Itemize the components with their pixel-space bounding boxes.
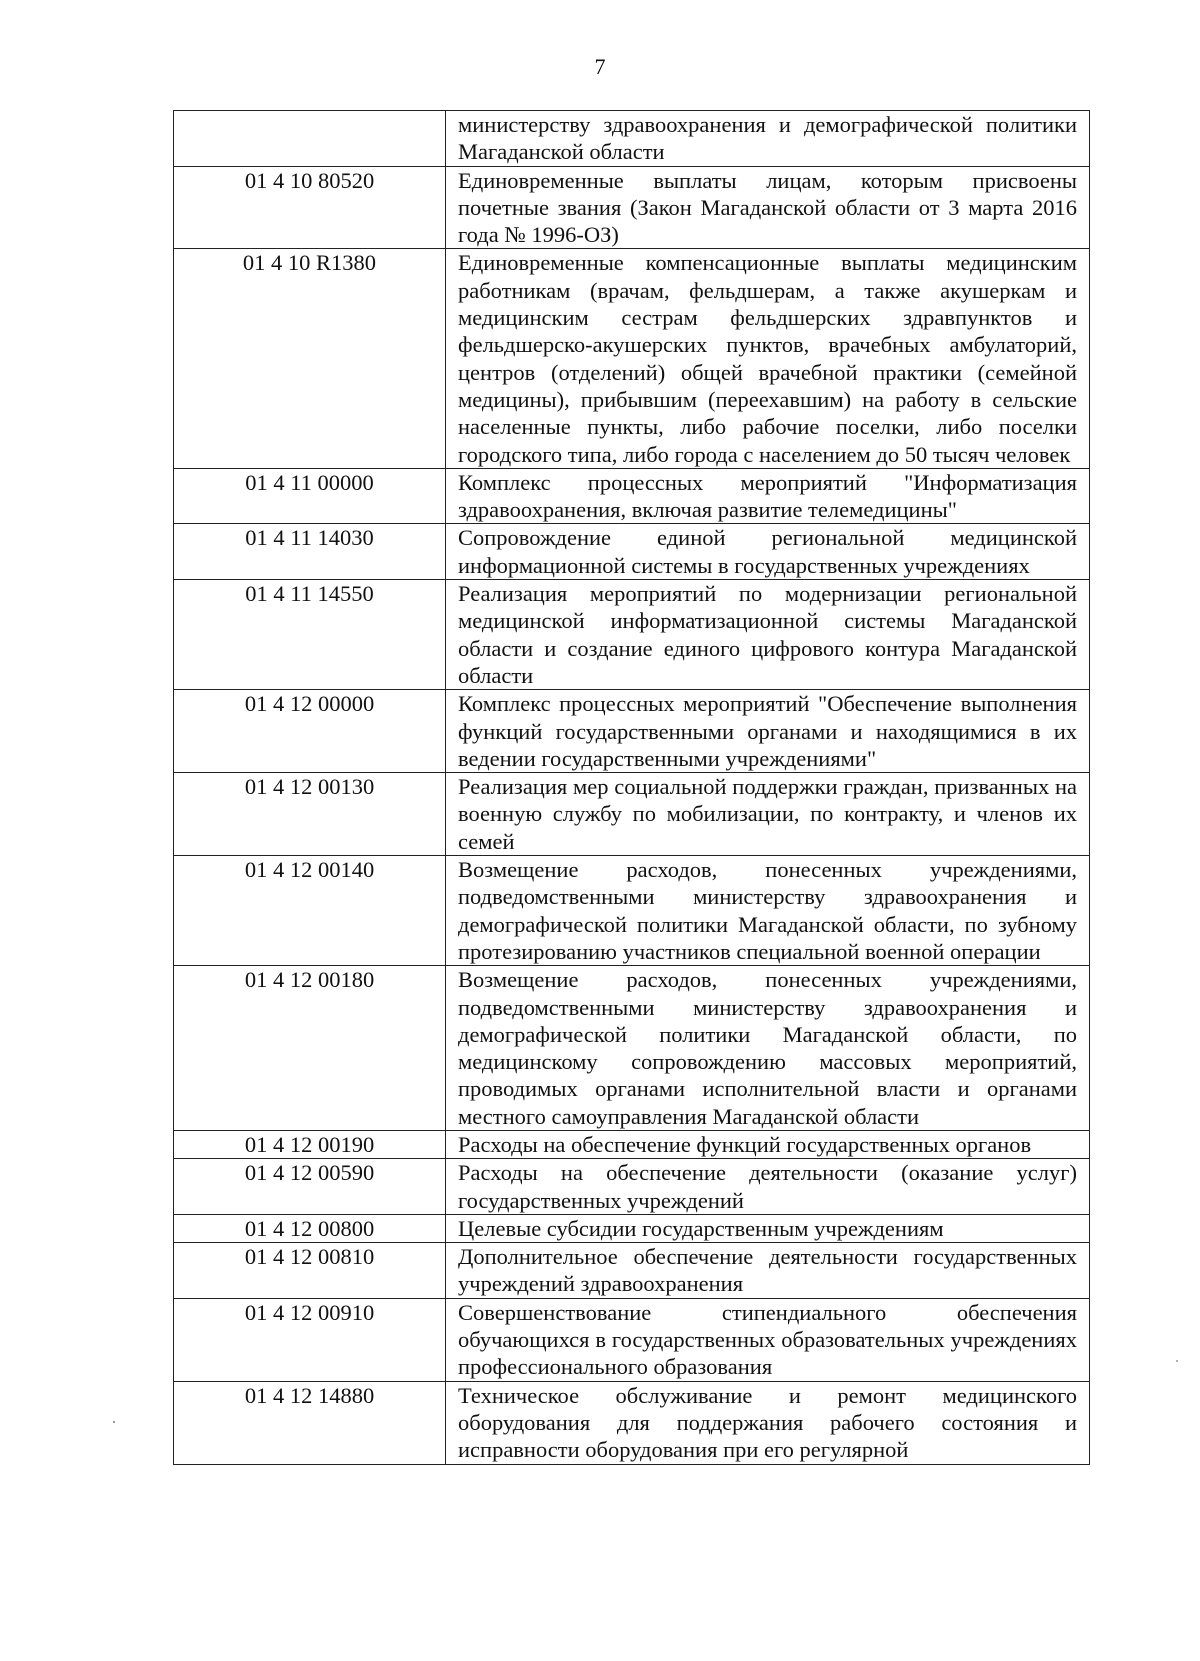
table-row: [174, 1214, 1090, 1242]
expense-description: Расходы на обеспечение функций государственных органов: [446, 1130, 1090, 1158]
table-row: [174, 1130, 1090, 1158]
classification-code: 01 4 12 14880: [174, 1381, 446, 1464]
expense-description: Совершенствование стипендиального обеспечения обучающихся в государственных образовательных учреждениях профессионального образования: [446, 1298, 1090, 1381]
classification-code: 01 4 11 14550: [174, 580, 446, 690]
page-number: 7: [594, 54, 606, 79]
expense-description: Реализация мероприятий по модернизации региональной медицинской информатизационной системы Магаданской области и создание единого цифрового контура Магаданской области: [446, 580, 1090, 690]
table-row: [174, 1381, 1090, 1464]
scan-speck: [1176, 1360, 1178, 1362]
classification-code: 01 4 11 00000: [174, 468, 446, 524]
classification-code: 01 4 10 R1380: [174, 249, 446, 468]
scan-speck: [113, 1421, 115, 1423]
expense-description: Комплекс процессных мероприятий "Информатизация здравоохранения, включая развитие телемедицины": [446, 468, 1090, 524]
expense-description: Возмещение расходов, понесенных учреждениями, подведомственными министерству здравоохранения и демографической политики Магаданской области, по медицинскому сопровождению массовых мероприятий, проводимых органами исполнительной власти и органами местного самоуправления Магаданской области: [446, 966, 1090, 1131]
expense-description: министерству здравоохранения и демографической политики Магаданской области: [446, 111, 1090, 167]
expense-description: Реализация мер социальной поддержки граждан, призванных на военную службу по мобилизации, по контракту, и членов их семей: [446, 773, 1090, 856]
expense-description: Возмещение расходов, понесенных учреждениями, подведомственными министерству здравоохранения и демографической политики Магаданской области, по зубному протезированию участников специальной военной операции: [446, 856, 1090, 966]
table-row: [174, 690, 1090, 773]
table-row: [174, 1298, 1090, 1381]
classification-code: 01 4 12 00590: [174, 1159, 446, 1215]
table-row: [174, 166, 1090, 249]
classification-code: 01 4 12 00190: [174, 1130, 446, 1158]
classification-code: 01 4 12 00910: [174, 1298, 446, 1381]
classification-code: 01 4 12 00000: [174, 690, 446, 773]
classification-code: 01 4 12 00810: [174, 1243, 446, 1299]
expense-description: Техническое обслуживание и ремонт медицинского оборудования для поддержания рабочего состояния и исправности оборудования при его регулярной: [446, 1381, 1090, 1464]
classification-code: 01 4 12 00800: [174, 1214, 446, 1242]
expense-description: Единовременные выплаты лицам, которым присвоены почетные звания (Закон Магаданской области от 3 марта 2016 года № 1996-ОЗ): [446, 166, 1090, 249]
table-row: [174, 580, 1090, 690]
expense-description: Комплекс процессных мероприятий "Обеспечение выполнения функций государственными органами и находящимися в их ведении государственными учреждениями": [446, 690, 1090, 773]
table-row: [174, 1159, 1090, 1215]
classification-code: [174, 111, 446, 167]
table-row: [174, 856, 1090, 966]
table-row: [174, 111, 1090, 167]
classification-code: 01 4 11 14030: [174, 524, 446, 580]
expense-description: Дополнительное обеспечение деятельности государственных учреждений здравоохранения: [446, 1243, 1090, 1299]
budget-classification-table: [173, 110, 1090, 1465]
expense-description: Единовременные компенсационные выплаты медицинским работникам (врачам, фельдшерам, а также акушеркам и медицинским сестрам фельдшерских здравпунктов и фельдшерско-акушерских пунктов, врачебных амбулаторий, центров (отделений) общей врачебной практики (семейной медицины), прибывшим (переехавшим) на работу в сельские населенные пункты, либо рабочие поселки, либо поселки городского типа, либо города с населением до 50 тысяч человек: [446, 249, 1090, 468]
table-row: [174, 524, 1090, 580]
classification-code: 01 4 12 00130: [174, 773, 446, 856]
classification-code: 01 4 12 00140: [174, 856, 446, 966]
table-body: [174, 111, 1090, 1465]
classification-code: 01 4 12 00180: [174, 966, 446, 1131]
table-row: [174, 773, 1090, 856]
classification-code: 01 4 10 80520: [174, 166, 446, 249]
expense-description: Сопровождение единой региональной медицинской информационной системы в государственных учреждениях: [446, 524, 1090, 580]
table-row: [174, 1243, 1090, 1299]
table-row: [174, 249, 1090, 468]
table-row: [174, 966, 1090, 1131]
expense-description: Расходы на обеспечение деятельности (оказание услуг) государственных учреждений: [446, 1159, 1090, 1215]
expense-description: Целевые субсидии государственным учреждениям: [446, 1214, 1090, 1242]
table-row: [174, 468, 1090, 524]
